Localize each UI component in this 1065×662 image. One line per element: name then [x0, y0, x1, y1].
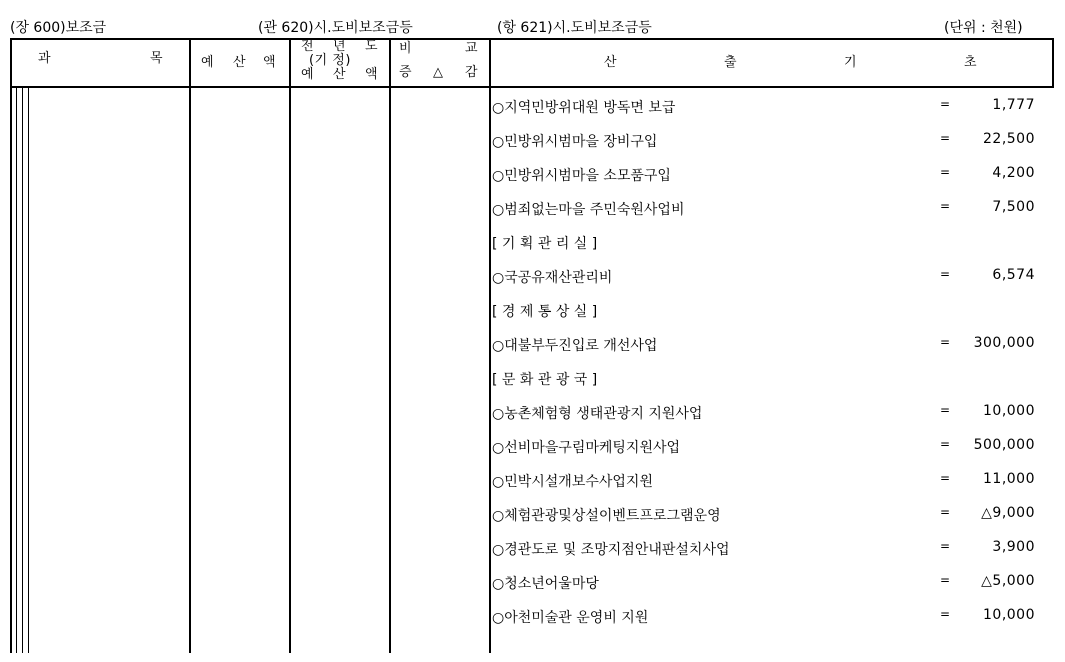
row-equals: = — [940, 403, 951, 417]
col-divider-3 — [389, 38, 391, 653]
left-border — [10, 38, 12, 653]
row-equals: = — [940, 539, 951, 553]
header-bottom-border — [10, 86, 1054, 88]
row-amount: 3,900 — [992, 539, 1035, 555]
budget-row — [492, 194, 1044, 222]
row-description: ○대불부두진입로 개선사업 — [492, 338, 658, 354]
row-description: ○체험관광및상설이벤트프로그램운영 — [492, 508, 721, 524]
row-amount: 300,000 — [973, 335, 1035, 351]
budget-row — [492, 126, 1044, 154]
budget-row — [492, 92, 1044, 120]
col-header-prev-year: 전 년 도 (기 정) 예 산 액 — [301, 39, 379, 82]
row-equals: = — [940, 607, 951, 621]
row-amount: 10,000 — [983, 403, 1035, 419]
col-header-gwamok: 과 목 — [38, 51, 164, 66]
row-amount: 7,500 — [992, 199, 1035, 215]
row-equals: = — [940, 199, 951, 213]
col-divider-2 — [289, 38, 291, 653]
section-heading: [ 경 제 통 상 실 ] — [492, 304, 598, 320]
row-description: ○선비마을구림마케팅지원사업 — [492, 440, 681, 456]
budget-row — [492, 466, 1044, 494]
row-amount: △9,000 — [981, 505, 1035, 521]
budget-row — [492, 534, 1044, 562]
section-heading-row — [492, 228, 1044, 256]
row-description: ○경관도로 및 조망지점안내판설치사업 — [492, 542, 730, 558]
row-amount: 500,000 — [973, 437, 1035, 453]
row-description: ○아천미술관 운영비 지원 — [492, 610, 649, 626]
row-equals: = — [940, 335, 951, 349]
col-header-yesan: 예 산 액 — [201, 55, 277, 70]
row-description: ○민박시설개보수사업지원 — [492, 474, 653, 490]
subcol-line-2 — [22, 88, 23, 653]
row-amount: 10,000 — [983, 607, 1035, 623]
budget-row — [492, 432, 1044, 460]
unit-label: (단위 : 천원) — [944, 20, 1023, 36]
section-heading-row — [492, 296, 1044, 324]
col-divider-1 — [189, 38, 191, 653]
budget-row — [492, 330, 1044, 358]
budget-row — [492, 568, 1044, 596]
row-equals: = — [940, 573, 951, 587]
col-header-basis: 산 출 기 초 — [604, 55, 978, 70]
col-header-compare: 비 교 증 △ 감 — [399, 41, 479, 80]
budget-row — [492, 398, 1044, 426]
row-amount: 11,000 — [983, 471, 1035, 487]
chapter-label: (장 600)보조금 — [10, 20, 107, 36]
budget-row — [492, 160, 1044, 188]
col-divider-4 — [489, 38, 491, 653]
row-amount: 22,500 — [983, 131, 1035, 147]
row-description: ○농촌체험형 생태관광지 지원사업 — [492, 406, 703, 422]
table-top-border — [10, 38, 1054, 40]
row-description: ○민방위시범마을 장비구입 — [492, 134, 658, 150]
row-equals: = — [940, 471, 951, 485]
item-label: (항 621)시.도비보조금등 — [497, 20, 652, 36]
row-description: ○청소년어울마당 — [492, 576, 599, 592]
row-equals: = — [940, 165, 951, 179]
row-description: ○민방위시범마을 소모품구입 — [492, 168, 671, 184]
subcol-line-1 — [16, 88, 17, 653]
row-description: ○지역민방위대원 방독면 보급 — [492, 100, 676, 116]
budget-row — [492, 500, 1044, 528]
row-equals: = — [940, 505, 951, 519]
right-border — [1052, 38, 1054, 88]
row-equals: = — [940, 97, 951, 111]
row-amount: 6,574 — [992, 267, 1035, 283]
row-description: ○국공유재산관리비 — [492, 270, 613, 286]
row-amount: 4,200 — [992, 165, 1035, 181]
budget-row — [492, 602, 1044, 630]
section-heading: [ 기 획 관 리 실 ] — [492, 236, 598, 252]
budget-row — [492, 262, 1044, 290]
section-label: (관 620)시.도비보조금등 — [258, 20, 413, 36]
row-amount: △5,000 — [981, 573, 1035, 589]
row-equals: = — [940, 437, 951, 451]
row-amount: 1,777 — [992, 97, 1035, 113]
section-heading: [ 문 화 관 광 국 ] — [492, 372, 598, 388]
row-equals: = — [940, 267, 951, 281]
subcol-line-3 — [28, 88, 29, 653]
row-equals: = — [940, 131, 951, 145]
row-description: ○범죄없는마을 주민숙원사업비 — [492, 202, 685, 218]
section-heading-row — [492, 364, 1044, 392]
